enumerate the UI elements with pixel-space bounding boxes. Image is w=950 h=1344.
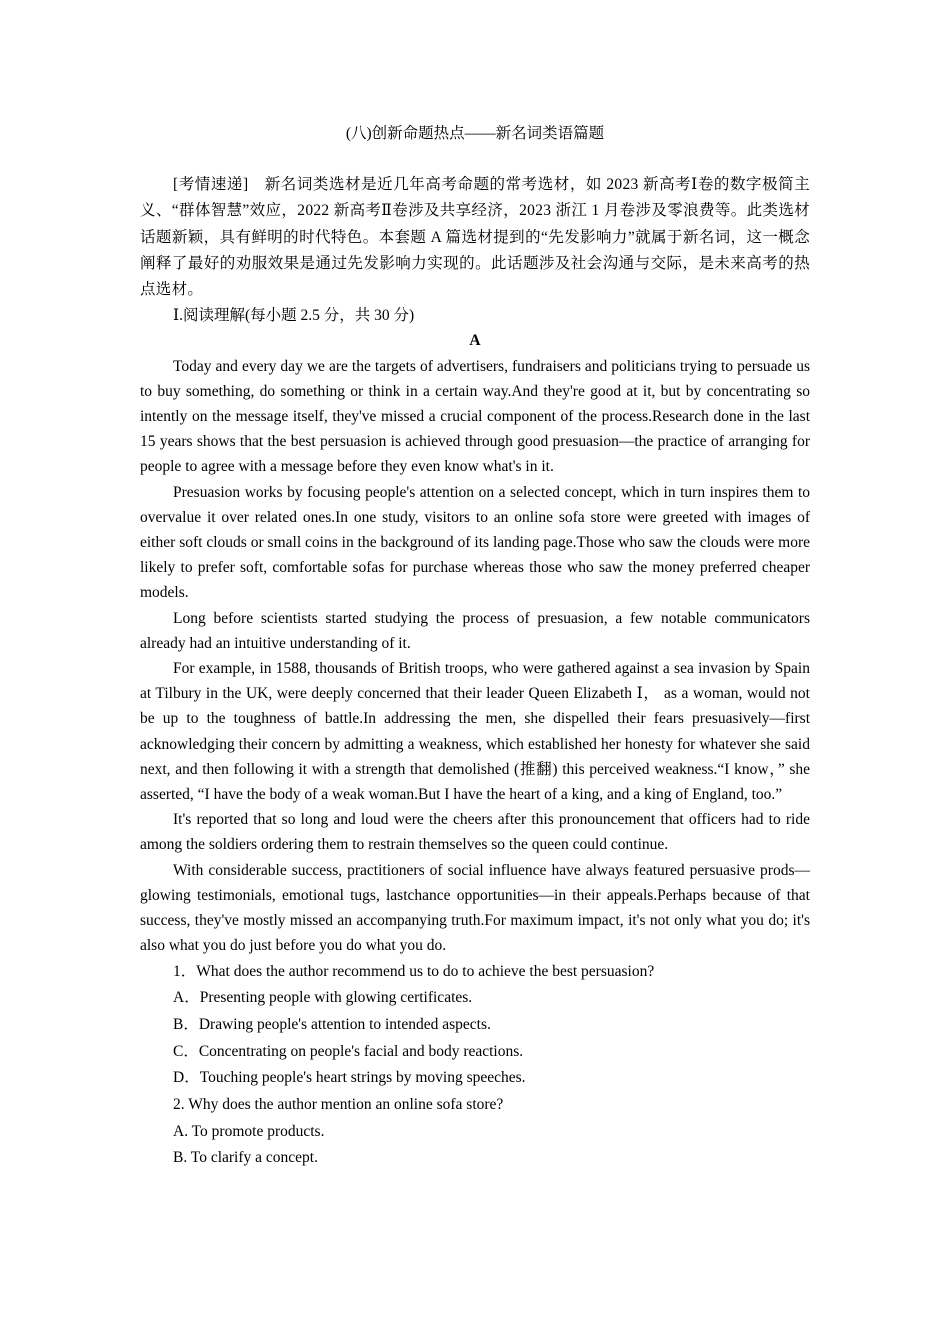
- question-option: B. To clarify a concept.: [173, 1149, 318, 1167]
- question-option: D．Touching people's heart strings by moving speeches.: [173, 1069, 526, 1087]
- passage-paragraph: It's reported that so long and loud were the cheers after this pronouncement that officers had to ride among the soldiers ordering them to restrain themselves so the queen could continue.: [140, 811, 810, 854]
- question-option: B．Drawing people's attention to intended aspects.: [173, 1015, 491, 1033]
- question-option: A. To promote products.: [173, 1122, 325, 1140]
- question-option: A．Presenting people with glowing certificates.: [173, 989, 473, 1007]
- passage-paragraph: Long before scientists started studying the process of presuasion, a few notable communicators already had an intuitive understanding of it.: [140, 609, 810, 652]
- intro-paragraph: [140, 172, 810, 303]
- question-stem: 2. Why does the author mention an online sofa store?: [173, 1096, 504, 1114]
- passage-label: A: [469, 332, 481, 350]
- document-content: [140, 121, 810, 1172]
- page-title: (八)创新命题热点——新名词类语篇题: [345, 125, 605, 142]
- question-stem: 1．What does the author recommend us to do to achieve the best persuasion?: [173, 962, 655, 980]
- passage-paragraph: For example, in 1588, thousands of British troops, who were gathered against a sea invasion by Spain at Tilbury in the UK, were deeply concerned that their leader Queen Elizabeth Ⅰ， as a woman, would not be up to the toughness of battle.In addressing the men, she dispelled their fears presuasively—first acknowledging their concern by admitting a weakness, which established her honesty for whatever she said next, and then following it with a strength that demolished (推翻) this perceived weakness.“I know，” she asserted, “I have the body of a weak woman.But I have the heart of a king, and a king of England, too.”: [140, 660, 810, 804]
- question-option: C．Concentrating on people's facial and body reactions.: [173, 1042, 524, 1060]
- passage-paragraph: Today and every day we are the targets of advertisers, fundraisers and politicians trying to persuade us to buy something, do something or think in a certain way.And they're good at it, but by concentrating so intently on the message itself, they've missed a crucial component of the process.Research done in the last 15 years shows that the best persuasion is achieved through good presuasion—the practice of arranging for people to agree with a message before they even know what's in it.: [140, 357, 810, 476]
- intro-text: 新名词类选材是近几年高考命题的常考选材，如 2023 新高考Ⅰ卷的数字极简主义、“群体智慧”效应，2022 新高考Ⅱ卷涉及共享经济，2023 浙江 1 月卷涉及零浪费等。此类选材话题新颖，具有鲜明的时代特色。本套题 A 篇选材提到的“先发影响力”就属于新名词，这一概念阐释了最好的劝服效果是通过先发影响力实现的。此话题涉及社会沟通与交际，是未来高考的热点选材。: [140, 176, 811, 299]
- section-heading: Ⅰ.阅读理解(每小题 2.5 分，共 30 分): [173, 307, 415, 325]
- passage-paragraph: With considerable success, practitioners of social influence have always featured persuasive prods—glowing testimonials, emotional tugs, lastchance opportunities—in their appeals.Perhaps because of that success, they've mostly missed an accompanying truth.For maximum impact, it's not only what you do; it's also what you do just before you do what you do.: [140, 861, 810, 955]
- passage-paragraph: Presuasion works by focusing people's attention on a selected concept, which in turn inspires them to overvalue it over related ones.In one study, visitors to an online sofa store were greeted with images of either soft clouds or small coins in the background of its landing page.Those who saw the clouds were more likely to prefer soft, comfortable sofas for purchase whereas those who saw the money preferred cheaper models.: [140, 483, 810, 602]
- intro-label: [考情速递]: [173, 176, 249, 194]
